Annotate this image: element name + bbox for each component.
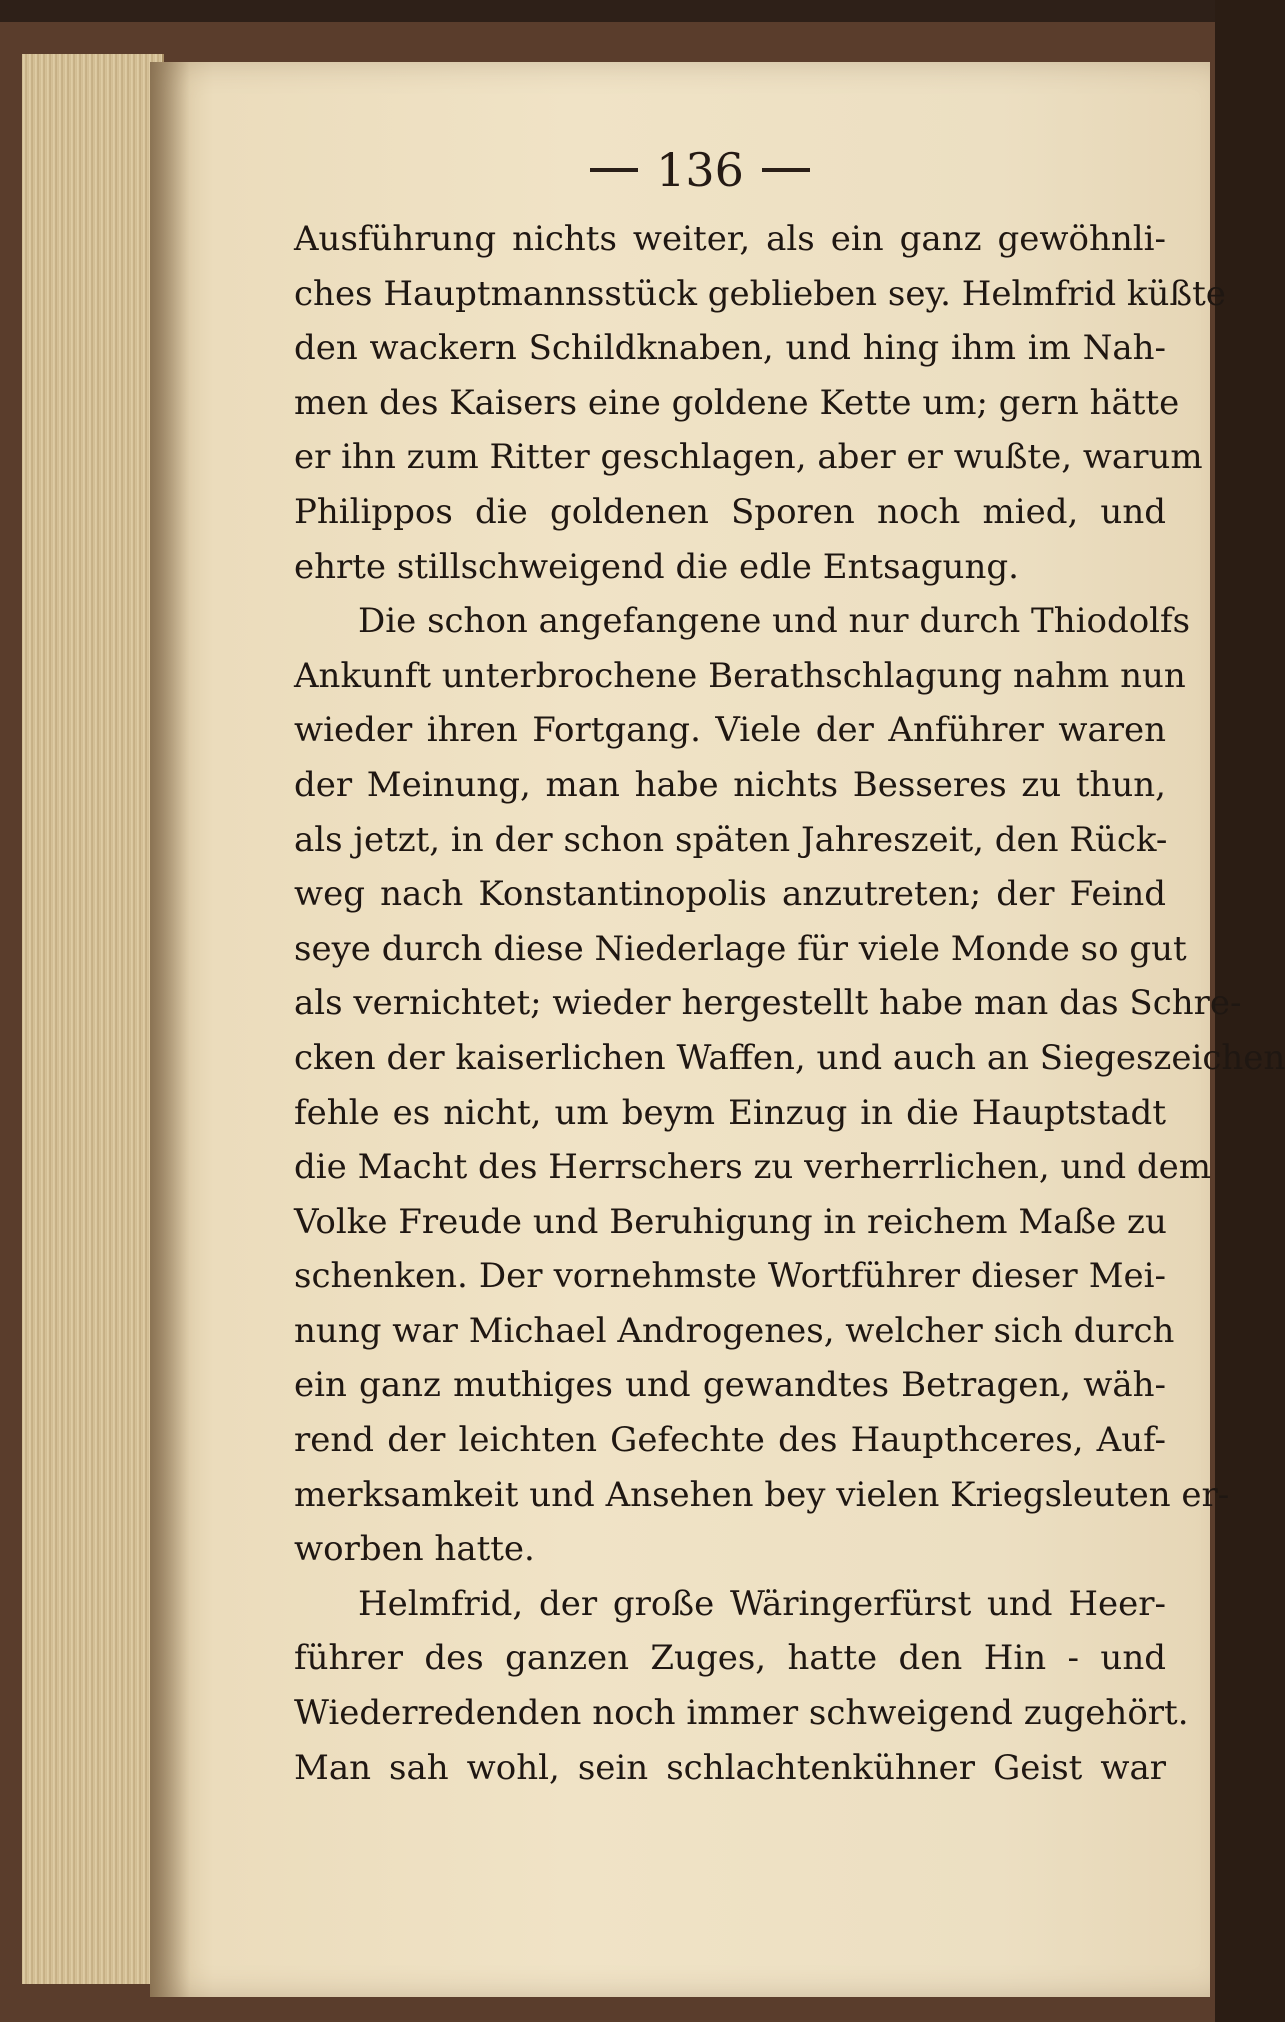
- text-line: seye durch diese Niederlage für viele Monde so gut: [294, 928, 1187, 969]
- text-line: fehle es nicht, um beym Einzug in die Hauptstadt: [294, 1092, 1166, 1133]
- text-line: rend der leichten Gefechte des Haupthceres, Auf-: [294, 1420, 1166, 1461]
- header-dash-right: [762, 168, 810, 172]
- text-line: den wackern Schildknaben, und hing ihm im Nah-: [294, 328, 1166, 369]
- text-line: merksamkeit und Ansehen bey vielen Kriegsleuten er-: [294, 1474, 1230, 1515]
- text-line: führer des ganzen Zuges, hatte den Hin - und: [294, 1638, 1166, 1679]
- header-dash-left: [590, 168, 638, 172]
- text-line: der Meinung, man habe nichts Besseres zu thun,: [294, 764, 1166, 805]
- text-line: weg nach Konstantinopolis anzutreten; der Feind: [294, 874, 1166, 915]
- text-line: men des Kaisers eine goldene Kette um; gern hätte: [294, 382, 1180, 423]
- text-line: als vernichtet; wieder hergestellt habe man das Schre-: [294, 983, 1242, 1024]
- text-line: ein ganz muthiges und gewandtes Betragen, wäh-: [294, 1365, 1166, 1406]
- text-line: Ankunft unterbrochene Berathschlagung nahm nun: [294, 655, 1186, 696]
- text-line: Wiederredenden noch immer schweigend zugehört.: [294, 1693, 1189, 1734]
- text-line: Helmfrid, der große Wäringerfürst und Heer-: [358, 1583, 1166, 1624]
- text-line: Die schon angefangene und nur durch Thiodolfs: [358, 601, 1191, 642]
- text-line: Ausführung nichts weiter, als ein ganz gewöhnli-: [294, 219, 1166, 259]
- text-line: Volke Freude und Beruhigung in reichem Maße zu: [294, 1201, 1167, 1242]
- page-number: 136: [656, 143, 744, 197]
- page-edges: [22, 54, 164, 1984]
- text-line: Man sah wohl, sein schlachtenkühner Geist war: [294, 1747, 1166, 1788]
- text-line: nung war Michael Androgenes, welcher sich durch: [294, 1310, 1175, 1351]
- body-text: [294, 212, 1285, 1795]
- text-line: worben hatte.: [294, 1529, 535, 1570]
- text-line: er ihn zum Ritter geschlagen, aber er wußte, warum: [294, 437, 1203, 478]
- gutter-shadow: [150, 62, 190, 1997]
- text-line: ehrte stillschweigend die edle Entsagung.: [294, 546, 1019, 587]
- page-header: [500, 140, 900, 200]
- text-line: als jetzt, in der schon späten Jahreszeit, den Rück-: [294, 819, 1168, 860]
- text-line: wieder ihren Fortgang. Viele der Anführer waren: [294, 710, 1166, 751]
- text-line: Philippos die goldenen Sporen noch mied, und: [294, 491, 1166, 532]
- text-line: ches Hauptmannsstück geblieben sey. Helmfrid küßte: [294, 273, 1226, 314]
- text-line: schenken. Der vornehmste Wortführer dieser Mei-: [294, 1256, 1166, 1297]
- text-line: cken der kaiserlichen Waffen, und auch an Siegeszeichen: [294, 1037, 1285, 1078]
- text-line: die Macht des Herrschers zu verherrlichen, und dem: [294, 1147, 1212, 1188]
